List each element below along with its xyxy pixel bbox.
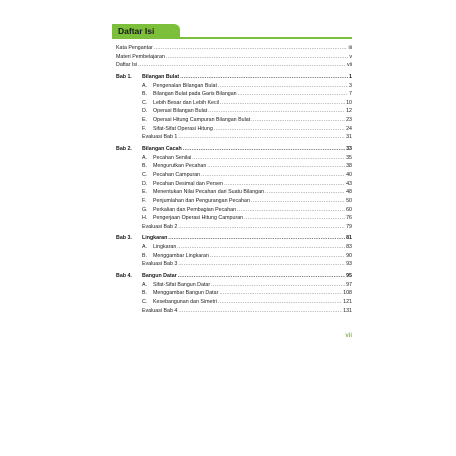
toc-evaluasi[interactable] xyxy=(116,260,352,269)
entry-page: 60 xyxy=(346,206,352,213)
dot-leader xyxy=(218,82,348,91)
dot-leader xyxy=(178,133,345,142)
entry-page: 48 xyxy=(346,189,352,196)
toc-evaluasi[interactable] xyxy=(116,223,352,232)
dot-leader xyxy=(208,107,345,116)
dot-leader xyxy=(210,252,345,261)
entry-label: Pecahan Senilai xyxy=(153,154,192,161)
toc-section[interactable] xyxy=(116,125,352,134)
page-title: Daftar Isi xyxy=(118,26,155,36)
entry-number: D. xyxy=(142,108,148,115)
dot-leader xyxy=(207,162,345,171)
entry-number: F. xyxy=(142,125,147,132)
entry-page: vii xyxy=(346,62,352,69)
entry-label: Pengerjaan Operasi Hitung Campuran xyxy=(153,215,244,222)
entry-number: H. xyxy=(142,215,148,222)
toc-section[interactable] xyxy=(116,281,352,290)
toc-section[interactable] xyxy=(116,188,352,197)
entry-page: 93 xyxy=(346,261,352,268)
entry-number: A. xyxy=(142,281,148,288)
entry-page: 83 xyxy=(346,244,352,251)
entry-page: 81 xyxy=(346,235,352,242)
toc-section[interactable] xyxy=(116,180,352,189)
toc-section[interactable] xyxy=(116,289,352,298)
entry-number: A. xyxy=(142,154,148,161)
dot-leader xyxy=(183,145,345,154)
entry-page: 24 xyxy=(346,125,352,132)
toc-section[interactable] xyxy=(116,243,352,252)
toc-section[interactable] xyxy=(116,214,352,223)
entry-label: Pengenalan Bilangan Bulat xyxy=(153,82,217,89)
entry-label: Bilangan Cacah xyxy=(142,146,182,153)
dot-leader xyxy=(219,289,342,298)
entry-page: 35 xyxy=(346,154,352,161)
toc-section[interactable] xyxy=(116,197,352,206)
entry-label: Penjumlahan dan Pengurangan Pecahan xyxy=(153,197,250,204)
entry-label: Bilangan Bulat pada Garis Bilangan xyxy=(153,91,237,98)
dot-leader xyxy=(178,307,342,316)
toc-section[interactable] xyxy=(116,298,352,307)
dot-leader xyxy=(168,234,345,243)
entry-page: 31 xyxy=(346,134,352,141)
dot-leader xyxy=(238,90,348,99)
toc-section[interactable] xyxy=(116,116,352,125)
entry-number: D. xyxy=(142,180,148,187)
dot-leader xyxy=(177,243,345,252)
entry-label: Evaluasi Bab 1 xyxy=(142,134,178,141)
entry-number: C. xyxy=(142,171,148,178)
toc-chapter[interactable] xyxy=(116,272,352,281)
toc-section[interactable] xyxy=(116,154,352,163)
entry-label: Lingkaran xyxy=(142,235,168,242)
entry-number: Bab 1. xyxy=(116,73,132,80)
entry-number: E. xyxy=(142,117,148,124)
entry-page: 121 xyxy=(343,298,352,305)
dot-leader xyxy=(201,171,345,180)
header-tab xyxy=(112,24,180,39)
dot-leader xyxy=(154,44,348,53)
entry-number: E. xyxy=(142,189,148,196)
entry-page: 38 xyxy=(346,163,352,170)
entry-label: Materi Pembelajaran xyxy=(116,53,165,60)
entry-label: Bangun Datar xyxy=(142,273,177,280)
toc-section[interactable] xyxy=(116,252,352,261)
entry-page: 1 xyxy=(349,73,352,80)
entry-page: 12 xyxy=(346,108,352,115)
entry-label: Menentukan Nilai Pecahan dari Suatu Bilangan xyxy=(153,189,265,196)
table-of-contents xyxy=(116,44,352,315)
entry-page: 10 xyxy=(346,99,352,106)
toc-header xyxy=(112,24,352,39)
entry-page: iii xyxy=(348,45,352,51)
entry-page: v xyxy=(349,53,352,60)
entry-label: Pecahan Desimal dan Persen xyxy=(153,180,224,187)
entry-number: Bab 2. xyxy=(116,146,132,153)
entry-page: 40 xyxy=(346,171,352,178)
toc-section[interactable] xyxy=(116,90,352,99)
toc-front-entry[interactable] xyxy=(116,44,352,53)
dot-leader xyxy=(237,206,345,215)
entry-label: Evaluasi Bab 2 xyxy=(142,223,178,230)
entry-page: 131 xyxy=(343,307,352,314)
entry-number: A. xyxy=(142,244,148,251)
dot-leader xyxy=(178,223,345,232)
toc-evaluasi[interactable] xyxy=(116,133,352,142)
dot-leader xyxy=(166,53,348,62)
entry-label: Bilangan Bulat xyxy=(142,73,180,80)
toc-chapter[interactable] xyxy=(116,145,352,154)
entry-number: F. xyxy=(142,197,147,204)
entry-page: 95 xyxy=(346,273,352,280)
toc-section[interactable] xyxy=(116,99,352,108)
entry-number: C. xyxy=(142,99,148,106)
entry-number: A. xyxy=(142,82,148,89)
entry-page: 43 xyxy=(346,180,352,187)
entry-label: Lingkaran xyxy=(153,244,177,251)
entry-number: B. xyxy=(142,252,148,259)
toc-section[interactable] xyxy=(116,171,352,180)
entry-page: 3 xyxy=(349,82,352,89)
entry-page: 79 xyxy=(346,223,352,230)
entry-page: 90 xyxy=(346,252,352,259)
entry-page: 97 xyxy=(346,281,352,288)
entry-label: Daftar Isi xyxy=(116,62,138,69)
dot-leader xyxy=(138,61,346,70)
page-number: vii xyxy=(345,333,352,339)
dot-leader xyxy=(178,272,345,281)
dot-leader xyxy=(211,281,345,290)
dot-leader xyxy=(224,180,345,189)
toc-page xyxy=(112,24,352,354)
entry-label: Sifat-Sifat Operasi Hitung xyxy=(153,125,213,132)
dot-leader xyxy=(218,298,342,307)
toc-section[interactable] xyxy=(116,82,352,91)
entry-label: Kesebangunan dan Simetri xyxy=(153,298,217,305)
entry-label: Mengurutkan Pecahan xyxy=(153,163,207,170)
entry-page: 108 xyxy=(343,290,352,297)
dot-leader xyxy=(265,188,345,197)
entry-page: 23 xyxy=(346,117,352,124)
dot-leader xyxy=(192,154,345,163)
entry-number: G. xyxy=(142,206,148,213)
header-rule xyxy=(172,37,352,39)
toc-chapter[interactable] xyxy=(116,234,352,243)
toc-chapter[interactable] xyxy=(116,73,352,82)
dot-leader xyxy=(214,125,345,134)
toc-front-entry[interactable] xyxy=(116,53,352,62)
dot-leader xyxy=(180,73,348,82)
entry-label: Operasi Bilangan Bulat xyxy=(153,108,208,115)
entry-page: 7 xyxy=(349,91,352,98)
entry-label: Operasi Hitung Campuran Bilangan Bulat xyxy=(153,117,251,124)
entry-number: Bab 4. xyxy=(116,273,132,280)
toc-front-entry[interactable] xyxy=(116,61,352,70)
toc-section[interactable] xyxy=(116,162,352,171)
dot-leader xyxy=(251,197,345,206)
entry-label: Menggambar Lingkaran xyxy=(153,252,209,259)
dot-leader xyxy=(220,99,345,108)
toc-evaluasi[interactable] xyxy=(116,307,352,316)
dot-leader xyxy=(244,214,345,223)
entry-label: Perkalian dan Pembagian Pecahan xyxy=(153,206,237,213)
toc-section[interactable] xyxy=(116,107,352,116)
toc-section[interactable] xyxy=(116,206,352,215)
entry-number: Bab 3. xyxy=(116,235,132,242)
entry-label: Lebih Besar dan Lebih Kecil xyxy=(153,99,219,106)
entry-page: 33 xyxy=(346,146,352,153)
entry-label: Menggambar Bangun Datar xyxy=(153,290,219,297)
entry-number: C. xyxy=(142,298,148,305)
entry-label: Sifat-Sifat Bangun Datar xyxy=(153,281,211,288)
entry-page: 76 xyxy=(346,215,352,222)
dot-leader xyxy=(251,116,345,125)
entry-page: 50 xyxy=(346,197,352,204)
entry-label: Evaluasi Bab 3 xyxy=(142,261,178,268)
entry-number: B. xyxy=(142,290,148,297)
dot-leader xyxy=(178,260,345,269)
entry-label: Kata Pengantar xyxy=(116,45,153,51)
entry-number: B. xyxy=(142,163,148,170)
entry-number: B. xyxy=(142,91,148,98)
entry-label: Evaluasi Bab 4 xyxy=(142,307,178,314)
entry-label: Pecahan Campuran xyxy=(153,171,201,178)
